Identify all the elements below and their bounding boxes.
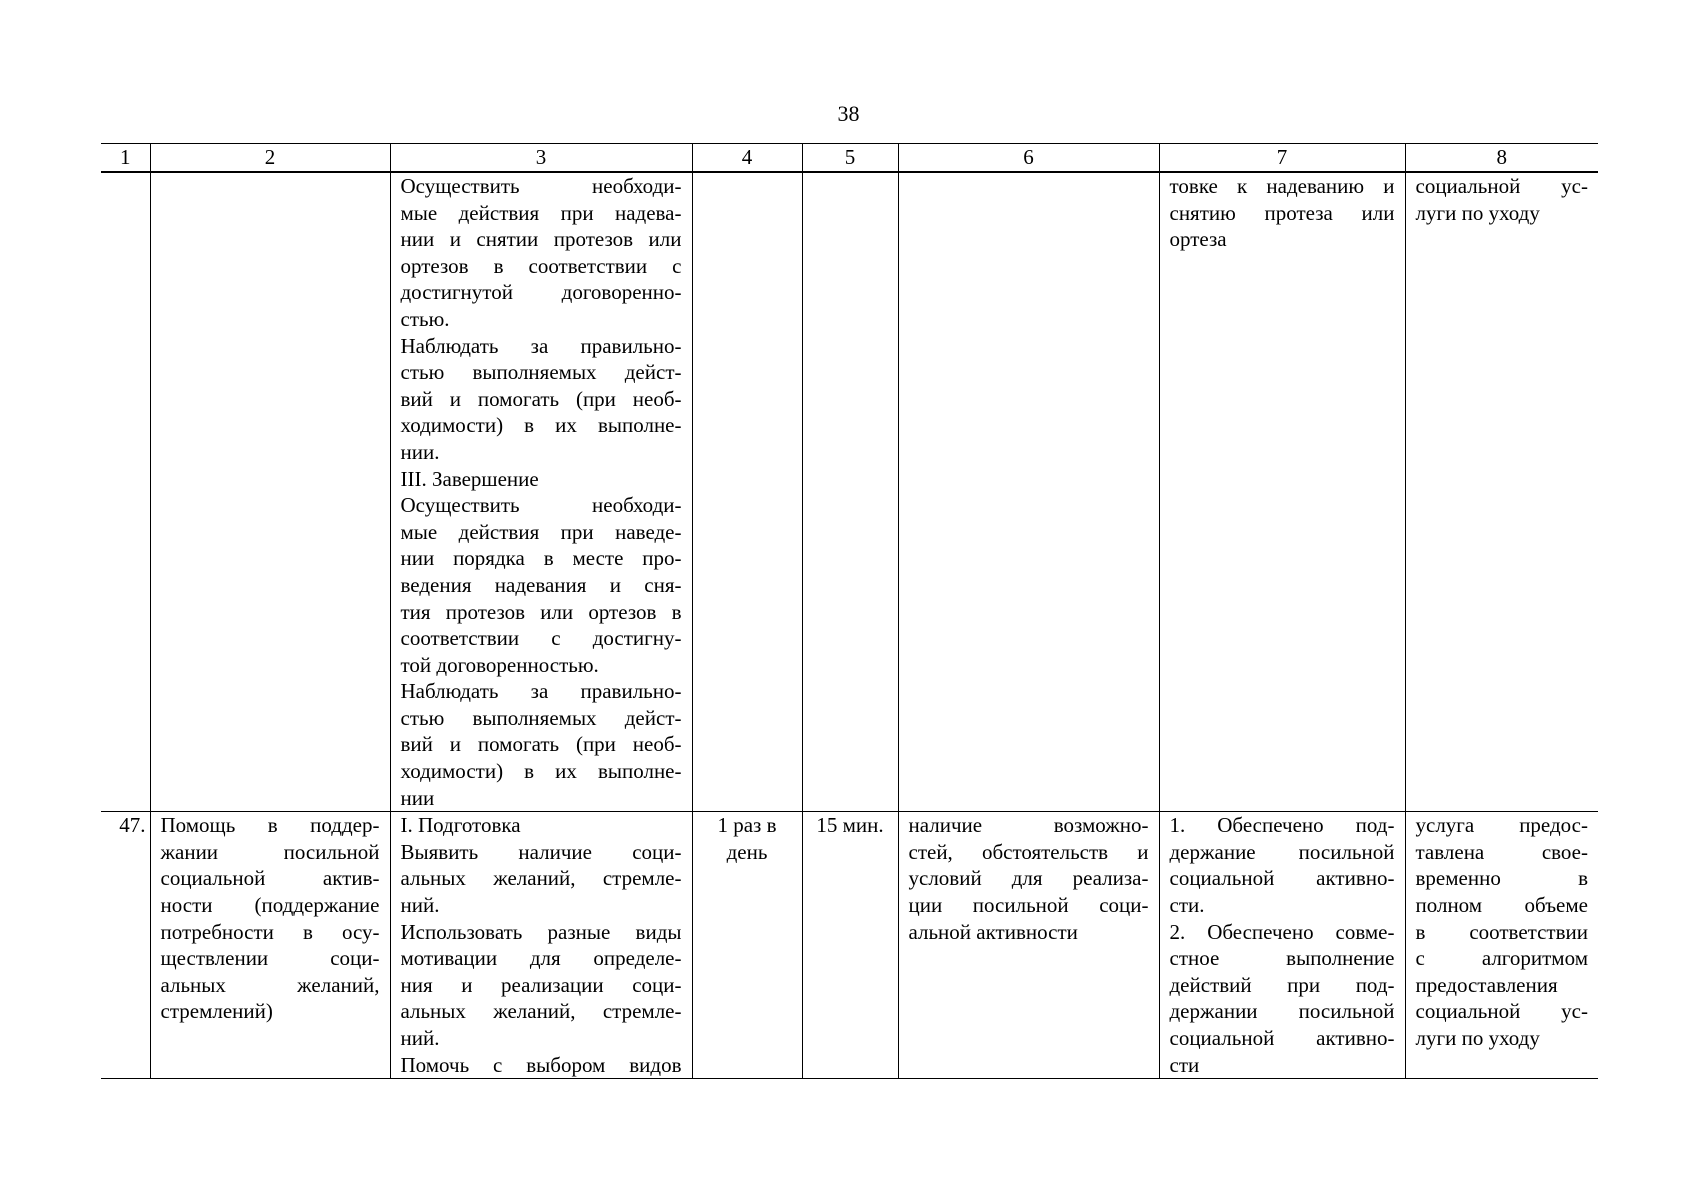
cell-line: жании посильной bbox=[160, 839, 380, 864]
cont-col-5 bbox=[802, 172, 898, 812]
cell-line: социальной ус- bbox=[1415, 999, 1588, 1024]
cell-line: сти. bbox=[1169, 893, 1205, 918]
row-47-number: 47. bbox=[101, 812, 150, 1079]
header-col-3: 3 bbox=[390, 144, 692, 173]
header-col-4: 4 bbox=[692, 144, 802, 173]
cell-line: ний. bbox=[400, 1026, 440, 1050]
cell-line: Использовать разные виды bbox=[400, 919, 682, 944]
table-row-47 bbox=[101, 812, 1598, 1079]
cell-line: тия протезов или ортезов в bbox=[400, 599, 682, 624]
cell-line: потребности в осу- bbox=[160, 919, 380, 944]
row-47-procedure bbox=[390, 812, 692, 1079]
row-47-quality bbox=[1405, 812, 1598, 1079]
cell-line: социальной ус- bbox=[1415, 174, 1588, 198]
cell-line: сти bbox=[1169, 1052, 1200, 1077]
cell-line: нии. bbox=[400, 439, 440, 464]
cell-line: предоставления bbox=[1415, 972, 1558, 997]
table-row-continuation bbox=[101, 172, 1598, 812]
cell-line: 1 раз в bbox=[717, 813, 777, 838]
header-col-7: 7 bbox=[1159, 144, 1405, 173]
services-table bbox=[101, 143, 1598, 1079]
cell-line: достигнутой договоренно- bbox=[400, 280, 682, 305]
cont-col-6 bbox=[898, 172, 1159, 812]
cell-line: той договоренностью. bbox=[400, 652, 599, 677]
cell-line: с алгоритмом bbox=[1415, 946, 1588, 971]
cont-col-2 bbox=[150, 172, 390, 812]
cell-line: альных желаний, bbox=[160, 972, 380, 997]
cell-line: луги по уходу bbox=[1415, 1026, 1540, 1050]
cell-line: наличие возможно- bbox=[908, 813, 1149, 838]
cell-line: социальной актив- bbox=[160, 866, 380, 891]
page-number: 38 bbox=[837, 101, 860, 126]
cell-line: снятию протеза или bbox=[1169, 200, 1395, 225]
cell-line: стью выполняемых дейст- bbox=[400, 705, 682, 730]
row-47-service-name bbox=[150, 812, 390, 1079]
cell-line: нии порядка в месте про- bbox=[400, 546, 682, 571]
cell-line: ходимости) в их выполне- bbox=[400, 413, 682, 438]
cell-line: Наблюдать за правильно- bbox=[400, 333, 682, 358]
cell-line: луги по уходу bbox=[1415, 200, 1540, 225]
cell-line: ществлении соци- bbox=[160, 946, 380, 971]
row-47-duration bbox=[802, 812, 898, 1079]
cell-line: временно в bbox=[1415, 866, 1588, 891]
header-row bbox=[101, 144, 1598, 173]
cell-line: вий и помогать (при необ- bbox=[400, 386, 682, 411]
cell-line: стное выполнение bbox=[1169, 946, 1395, 971]
cell-line: альных желаний, стремле- bbox=[400, 999, 682, 1024]
cell-line: вий и помогать (при необ- bbox=[400, 732, 682, 757]
cell-line: ния и реализации соци- bbox=[400, 972, 682, 997]
cell-line: Наблюдать за правильно- bbox=[400, 679, 682, 704]
row-47-conditions bbox=[898, 812, 1159, 1079]
cont-col-4 bbox=[692, 172, 802, 812]
cell-line: держании посильной bbox=[1169, 999, 1395, 1024]
cont-col-7 bbox=[1159, 172, 1405, 812]
header-col-2: 2 bbox=[150, 144, 390, 173]
cell-line: держание посильной bbox=[1169, 839, 1395, 864]
cell-line: Помочь с выбором видов bbox=[400, 1052, 682, 1077]
cell-line: условий для реализа- bbox=[908, 866, 1149, 891]
cell-line: мые действия при надева- bbox=[400, 200, 682, 225]
cell-line: 1. Обеспечено под- bbox=[1169, 813, 1395, 838]
cont-col-3 bbox=[390, 172, 692, 812]
cell-line: ведения надевания и сня- bbox=[400, 572, 682, 597]
row-47-results bbox=[1159, 812, 1405, 1079]
cell-line: мые действия при наведе- bbox=[400, 519, 682, 544]
cell-line: услуга предос- bbox=[1415, 813, 1588, 838]
cell-line: ортезов в соответствии с bbox=[400, 253, 682, 278]
cell-line: стью. bbox=[400, 306, 450, 331]
cont-col-1 bbox=[101, 172, 150, 812]
cell-line: нии и снятии протезов или bbox=[400, 227, 682, 252]
cell-line: Осуществить необходи- bbox=[400, 174, 682, 198]
cell-line: ции посильной соци- bbox=[908, 893, 1149, 918]
header-col-6: 6 bbox=[898, 144, 1159, 173]
row-47-frequency bbox=[692, 812, 802, 1079]
cell-line: день bbox=[726, 839, 768, 864]
cell-line: ортеза bbox=[1169, 227, 1227, 252]
cell-line: Помощь в поддер- bbox=[160, 813, 380, 838]
cell-line: социальной активно- bbox=[1169, 1026, 1395, 1050]
cell-line: стью выполняемых дейст- bbox=[400, 360, 682, 385]
cell-line: ходимости) в их выполне- bbox=[400, 759, 682, 784]
cell-line: стей, обстоятельств и bbox=[908, 839, 1149, 864]
cell-line: III. Завершение bbox=[400, 466, 539, 491]
cell-line: Осуществить необходи- bbox=[400, 493, 682, 518]
cell-line: I. Подготовка bbox=[400, 813, 521, 838]
cell-line: тавлена свое- bbox=[1415, 839, 1588, 864]
cell-line: стремлений) bbox=[160, 999, 273, 1024]
cell-line: нии bbox=[400, 785, 435, 810]
cell-line: ности (поддержание bbox=[160, 893, 380, 918]
cell-line: 2. Обеспечено совме- bbox=[1169, 919, 1395, 944]
cont-col-8 bbox=[1405, 172, 1598, 812]
cell-line: ний. bbox=[400, 893, 440, 918]
cell-line: в соответствии bbox=[1415, 919, 1588, 944]
cell-line: товке к надеванию и bbox=[1169, 174, 1395, 198]
cell-line: Выявить наличие соци- bbox=[400, 839, 682, 864]
cell-line: альной активности bbox=[908, 919, 1078, 944]
cell-line: 15 мин. bbox=[816, 813, 884, 838]
cell-line: соответствии с достигну- bbox=[400, 626, 682, 651]
header-col-8: 8 bbox=[1405, 144, 1598, 173]
cell-line: мотивации для определе- bbox=[400, 946, 682, 971]
header-col-5: 5 bbox=[802, 144, 898, 173]
cell-line: полном объеме bbox=[1415, 893, 1588, 918]
cell-line: действий при под- bbox=[1169, 972, 1395, 997]
header-col-1: 1 bbox=[101, 144, 150, 173]
cell-line: социальной активно- bbox=[1169, 866, 1395, 891]
cell-line: альных желаний, стремле- bbox=[400, 866, 682, 891]
